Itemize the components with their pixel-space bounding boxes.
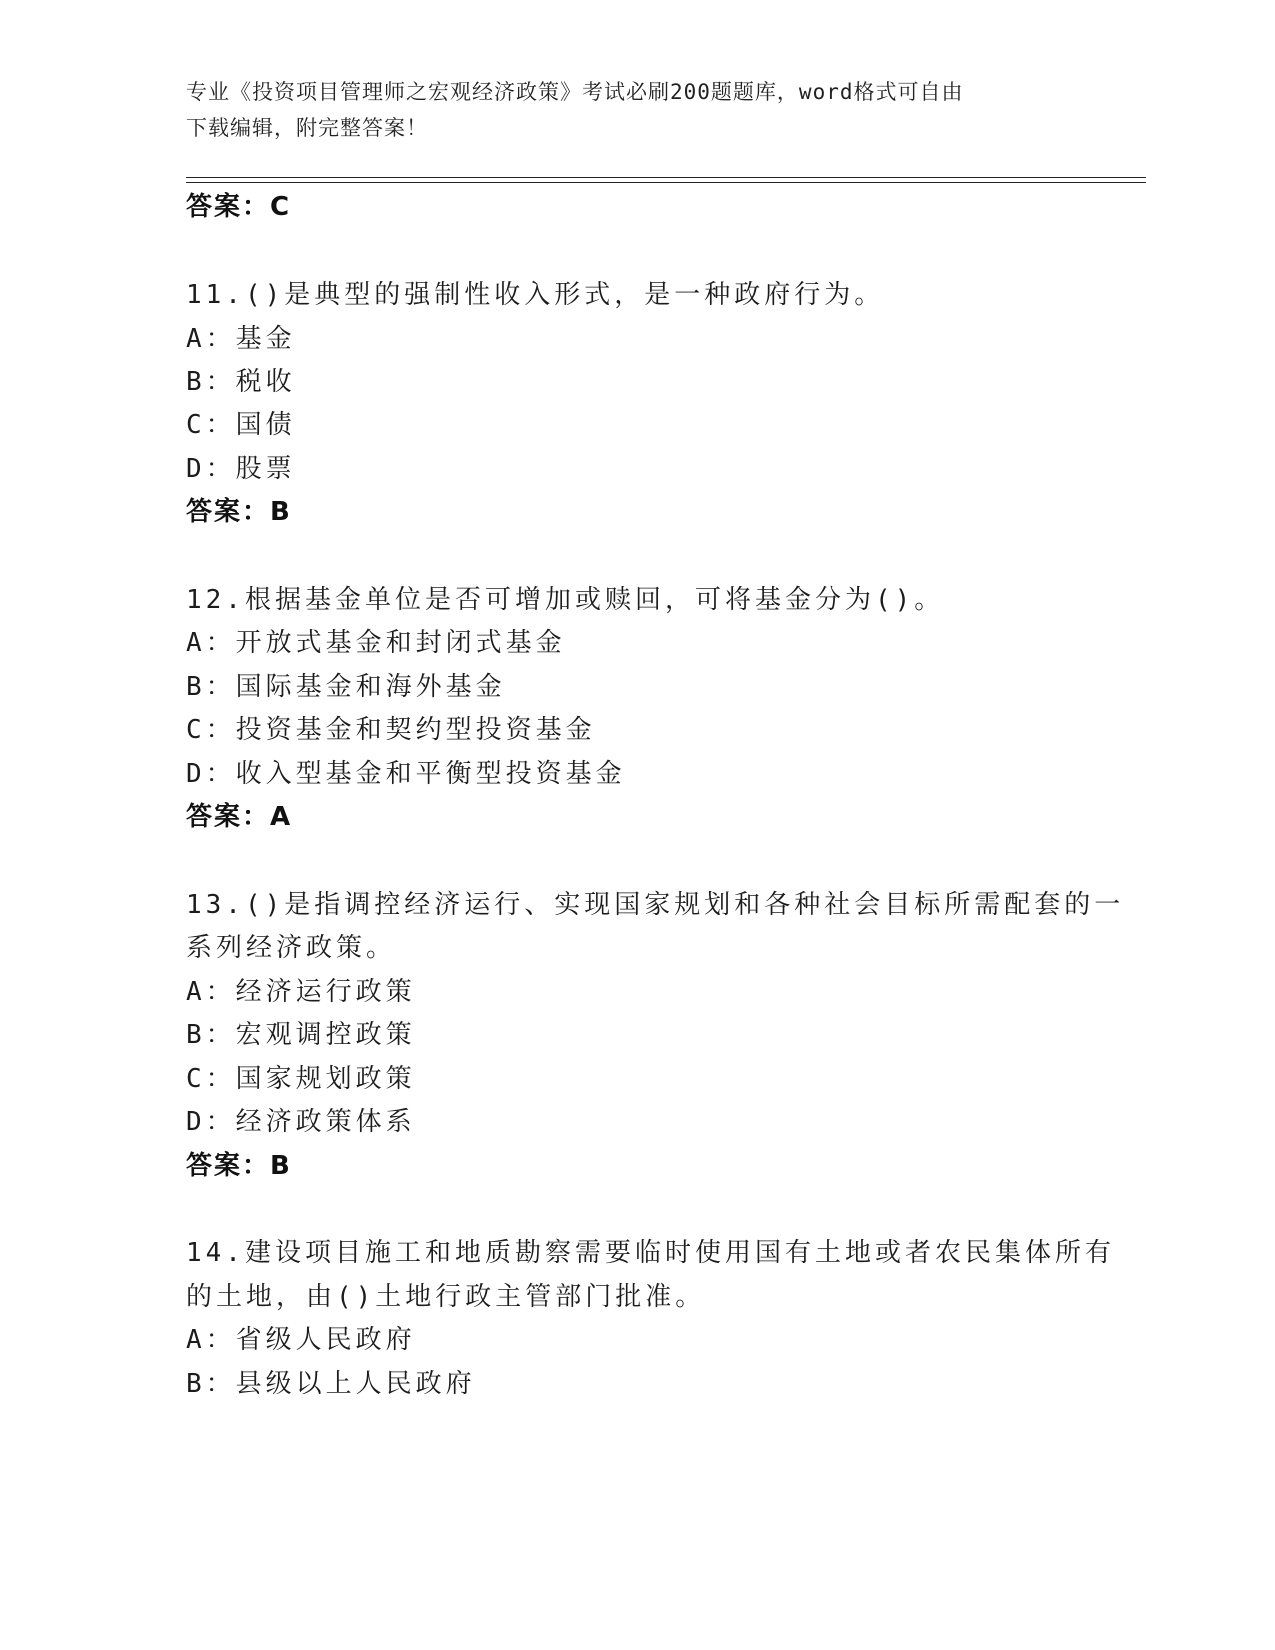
question-11-option-c: C：国债 — [186, 410, 296, 440]
question-12-option-a: A：开放式基金和封闭式基金 — [186, 628, 566, 658]
question-11-option-b: B：税收 — [186, 367, 296, 397]
question-12-option-b: B：国际基金和海外基金 — [186, 672, 506, 702]
question-14-stem-line-1: 14.建设项目施工和地质勘察需要临时使用国有土地或者农民集体所有 — [186, 1238, 1115, 1268]
question-13-option-c: C：国家规划政策 — [186, 1064, 416, 1094]
question-13-stem-line-1: 13.()是指调控经济运行、实现国家规划和各种社会目标所需配套的一 — [186, 890, 1125, 920]
question-12-option-d: D：收入型基金和平衡型投资基金 — [186, 759, 626, 789]
question-13-answer: 答案：B — [186, 1151, 292, 1181]
question-12-answer: 答案：A — [186, 802, 293, 832]
question-13-option-b: B：宏观调控政策 — [186, 1020, 416, 1050]
header-line-2: 下载编辑，附完整答案！ — [186, 116, 428, 140]
question-14-option-a: A：省级人民政府 — [186, 1325, 416, 1355]
header-rule-top — [186, 177, 1146, 178]
header-rule-bottom — [186, 182, 1146, 183]
question-13-stem-line-2: 系列经济政策。 — [186, 933, 397, 963]
question-12-stem: 12.根据基金单位是否可增加或赎回，可将基金分为()。 — [186, 585, 945, 615]
answer-previous: 答案：C — [186, 192, 292, 222]
question-13-option-d: D：经济政策体系 — [186, 1107, 416, 1137]
question-14-stem-line-2: 的土地，由()土地行政主管部门批准。 — [186, 1282, 706, 1312]
question-11-answer: 答案：B — [186, 497, 292, 527]
question-11-option-a: A：基金 — [186, 324, 296, 354]
question-13-option-a: A：经济运行政策 — [186, 977, 416, 1007]
header-line-1: 专业《投资项目管理师之宏观经济政策》考试必刷200题题库，word格式可自由 — [186, 80, 964, 104]
question-12-option-c: C：投资基金和契约型投资基金 — [186, 715, 596, 745]
question-11-option-d: D：股票 — [186, 454, 296, 484]
question-14-option-b: B：县级以上人民政府 — [186, 1369, 476, 1399]
document-header — [186, 74, 1066, 146]
question-11-stem: 11.()是典型的强制性收入形式，是一种政府行为。 — [186, 280, 885, 310]
